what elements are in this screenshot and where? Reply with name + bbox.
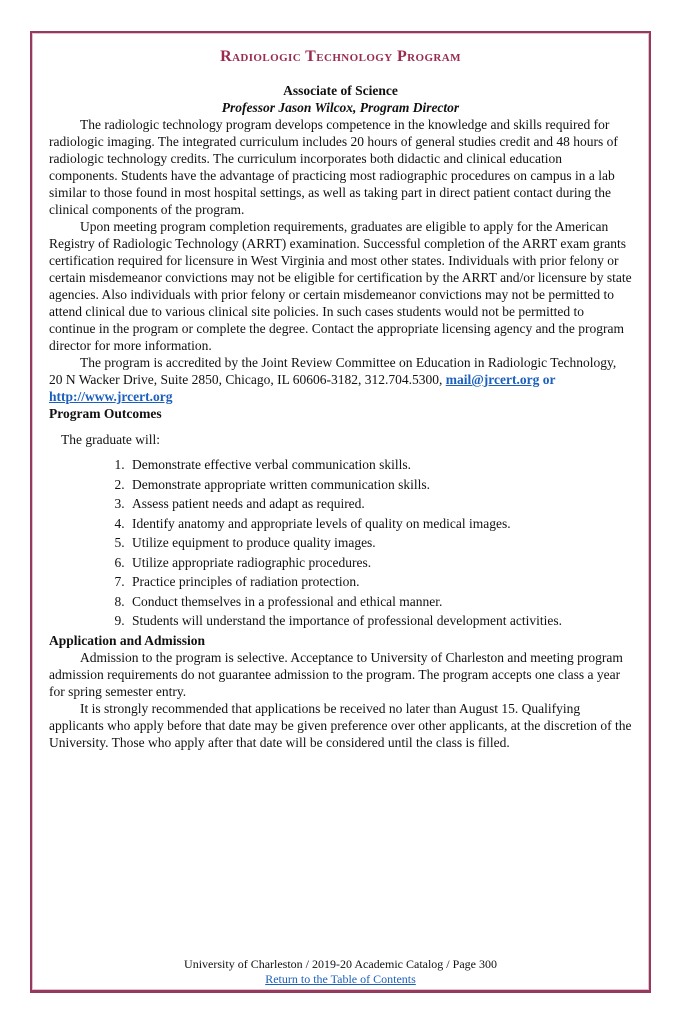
- page-title: Radiologic Technology Program: [220, 48, 461, 65]
- page-border-frame: [30, 31, 651, 993]
- program-director-subtitle: Professor Jason Wilcox, Program Director: [221, 100, 460, 115]
- outcomes-list-intro: The graduate will:: [61, 432, 160, 447]
- accreditation-text: The program is accredited by the Joint Review Committee on Education in Radiologic Technology, 20 N Wacker Drive, Suite 2850, Chicago, IL 60606-3182, 312.704.5300,: [49, 355, 617, 387]
- outcome-item: 2. Demonstrate appropriate written communication skills.: [128, 476, 632, 493]
- outcome-item: 5. Utilize equipment to produce quality images.: [128, 534, 632, 551]
- jrcert-email-link[interactable]: mail@jrcert.org: [445, 372, 540, 387]
- section-heading-application-admission: Application and Admission: [49, 632, 206, 648]
- program-outcomes-list: [49, 456, 632, 629]
- footer-catalog-line: University of Charleston / 2019-20 Academic Catalog / Page 300: [184, 957, 497, 971]
- paragraph-accreditation: [49, 354, 632, 405]
- paragraph-application-deadline: It is strongly recommended that applications be received no later than August 15. Qualifying applicants who apply before that date may be given preference over other applicants, at the discretion of the University. Those who apply after that date will be considered until the class is filled.: [49, 700, 632, 750]
- return-to-toc-link[interactable]: Return to the Table of Contents: [265, 972, 416, 986]
- paragraph-admission-selective: Admission to the program is selective. Acceptance to University of Charleston and meeting program admission requirements do not guarantee admission to the program. The program accepts one class a year for spring semester entry.: [49, 649, 623, 699]
- link-connector-text: or: [539, 372, 556, 387]
- outcome-item: 9. Students will understand the importance of professional development activities.: [128, 612, 632, 629]
- page-content: [49, 33, 632, 751]
- outcome-item: 1. Demonstrate effective verbal communication skills.: [128, 456, 632, 473]
- outcome-item: 6. Utilize appropriate radiographic procedures.: [128, 554, 632, 571]
- paragraph-certification: Upon meeting program completion requirements, graduates are eligible to apply for the American Registry of Radiologic Technology (ARRT) examination. Successful completion of the ARRT exam grants certification required for licensure in West Virginia and most other states. Individuals with prior felony or certain misdemeanor convictions may not be eligible for certification by the ARRT and/or licensure by state agencies. Also individuals with prior felony or certain misdemeanor convictions may not be permitted to attend clinical due to various clinical site policies. In such cases students would not be permitted to continue in the program or complete the degree. Contact the appropriate licensing agency and the program director for more information.: [49, 219, 632, 353]
- outcome-item: 3. Assess patient needs and adapt as required.: [128, 495, 632, 512]
- outcome-item: 4. Identify anatomy and appropriate levels of quality on medical images.: [128, 515, 632, 532]
- jrcert-website-link[interactable]: http://www.jrcert.org: [49, 389, 173, 404]
- paragraph-program-intro: The radiologic technology program develops competence in the knowledge and skills required for radiologic imaging. The integrated curriculum includes 20 hours of general studies credit and 48 hours of radiologic technology credits. The curriculum incorporates both didactic and clinical education components. Students have the advantage of practicing most radiographic procedures on campus in a lab similar to those found in most hospital settings, as well as taking part in direct patient contact during the clinical components of the program.: [49, 117, 618, 217]
- outcome-item: 7. Practice principles of radiation protection.: [128, 573, 632, 590]
- outcome-item: 8. Conduct themselves in a professional and ethical manner.: [128, 593, 632, 610]
- section-heading-program-outcomes: Program Outcomes: [49, 406, 162, 421]
- degree-subtitle: Associate of Science: [283, 83, 398, 98]
- page-footer: [32, 957, 649, 987]
